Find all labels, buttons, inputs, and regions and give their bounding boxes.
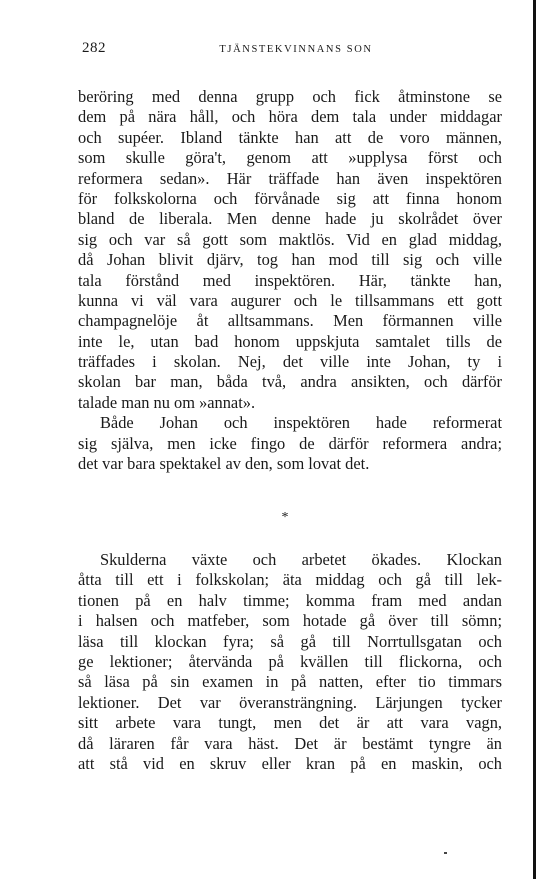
text-line: det var bara spektakel av den, som lovat det. xyxy=(78,454,370,474)
page-number: 282 xyxy=(82,40,106,56)
text-block-upper xyxy=(78,87,502,474)
text-line: sig och var så gott som maktlös. Vid en glad middag, xyxy=(78,229,502,249)
text-line: då Johan blivit djärv, tog han mod till sig och ville xyxy=(78,250,502,270)
text-line: läsa till klockan fyra; så gå till Norrtullsgatan och xyxy=(78,631,502,651)
section-break-asterisk: * xyxy=(281,510,289,525)
text-line: sig själva, men icke fingo de därför reformera andra; xyxy=(78,433,502,453)
print-speck xyxy=(444,852,447,854)
text-line: lektioner. Det var överansträngning. Lärjungen tycker xyxy=(78,692,502,712)
text-line: tala förstånd med inspektören. Här, tänkte han, xyxy=(78,270,502,290)
text-line: ge lektioner; återvända på kvällen till flickorna, och xyxy=(78,651,502,671)
text-line: sitt arbete vara tungt, men det är att vara vagn, xyxy=(78,713,502,733)
text-line: beröring med denna grupp och fick åtminstone se xyxy=(78,87,502,106)
text-line: då läraren får vara häst. Det är bestämt tyngre än xyxy=(78,733,502,753)
text-line: talade man nu om »annat». xyxy=(78,392,256,412)
text-block-lower xyxy=(78,550,502,774)
text-line: champagnelöje åt alltsammans. Men förmannen ville xyxy=(78,311,502,331)
text-line: så läsa på sin examen in på natten, efter tio timmars xyxy=(78,672,502,692)
text-line: tionen på en halv timme; komma fram med andan xyxy=(78,590,502,610)
text-line: Både Johan och inspektören hade reformerat xyxy=(100,413,502,433)
text-line: som skulle göra't, genom att »upplysa först och xyxy=(78,148,502,168)
text-line: kunna vi väl vara augurer och le tillsammans ett gott xyxy=(78,290,502,310)
text-line: och supéer. Ibland tänkte han att de voro männen, xyxy=(78,127,502,147)
text-line: bland de liberala. Men denne hade ju skolrådet över xyxy=(78,209,502,229)
text-line: för folkskolorna och förvånade sig att finna honom xyxy=(78,188,502,208)
running-head-title: TJÄNSTEKVINNANS SON xyxy=(219,44,373,55)
text-line: i halsen och matfeber, som hotade gå över till sömn; xyxy=(78,611,502,631)
text-line: Skulderna växte och arbetet ökades. Klockan xyxy=(100,550,502,569)
text-line: skolan bar man, båda två, andra ansikten, och därför xyxy=(78,372,502,392)
text-line: dem på nära håll, och höra dem tala under middagar xyxy=(78,107,502,127)
text-line: reformera sedan». Här träffade han även inspektören xyxy=(78,168,502,188)
text-line: åtta till ett i folkskolan; äta middag och gå till lek- xyxy=(78,570,502,590)
text-line: att stå vid en skruv eller kran på en maskin, och xyxy=(78,753,502,773)
text-line: träffades i skolan. Nej, det ville inte Johan, ty i xyxy=(78,352,502,372)
text-line: inte le, utan bad honom uppskjuta samtalet tills de xyxy=(78,331,502,351)
